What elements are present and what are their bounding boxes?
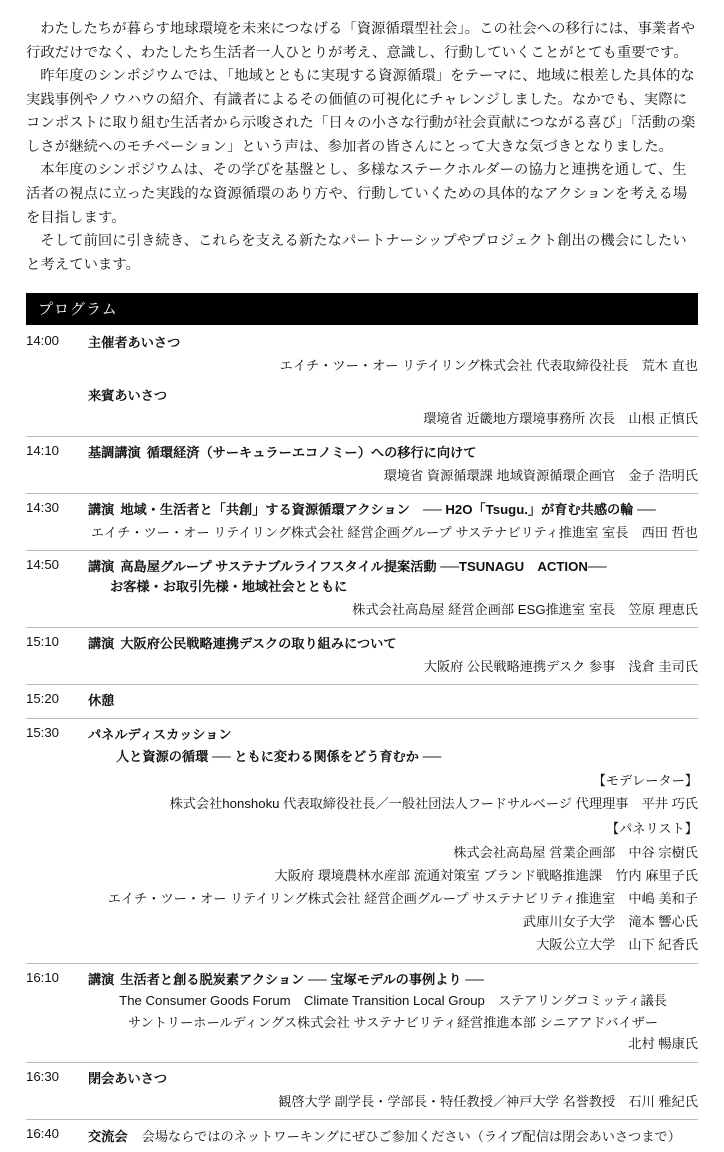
moderator-name: 株式会社honshoku 代表取締役社長／一般社団法人フードサルベージ 代理理事 平井 巧氏 xyxy=(169,796,698,812)
row-affiliation: エイチ・ツー・オー リテイリング株式会社 経営企画グループ サステナビリティ推進室 室長 西田 哲也 xyxy=(90,524,698,540)
row-title-text: 循環経済（サーキュラーエコノミー）への移行に向けて xyxy=(146,445,477,461)
panelist-item: エイチ・ツー・オー リテイリング株式会社 経営企画グループ サステナビリティ推進室 中嶋 美和子 xyxy=(107,890,698,906)
program-schedule-table xyxy=(26,327,698,1152)
row-title xyxy=(88,634,698,654)
row-affiliation: 環境省 資源循環課 地域資源循環企画官 金子 浩明氏 xyxy=(383,468,698,483)
table-row xyxy=(26,685,698,719)
row-time: 16:40 xyxy=(26,1120,88,1152)
row-title xyxy=(88,443,698,463)
row-time: 14:30 xyxy=(26,494,88,551)
table-row xyxy=(26,437,698,494)
row-note: 会場ならではのネットワーキングにぜひご参加ください（ライブ配信は閉会あいさつまで） xyxy=(141,1129,681,1145)
row-affiliation-secondary: 環境省 近畿地方環境事務所 次長 山根 正慎氏 xyxy=(423,411,698,427)
intro-paragraph-2: 昨年度のシンポジウムでは、「地域とともに実現する資源循環」をテーマに、地域に根差した具体的な実践事例やノウハウの紹介、有識者によるその価値の可視化にチャレンジしました。なかでも、実際にコンポストに取り組む生活者から示唆された「日々の小さな行動が社会貢献につながる喜び」「活動の楽しさが継続へのモチベーション」という声は、参加者の皆さんにとって大きな気づきとなりました。 xyxy=(26,68,696,155)
table-row xyxy=(26,494,698,551)
row-subtitle: お客様・お取引先様・地域社会とともに xyxy=(110,578,348,594)
row-subtitle: 人と資源の循環 ── ともに変わる関係をどう育むか ── xyxy=(116,748,442,764)
row-affiliation: The Consumer Goods Forum Climate Transition Local Group ステアリングコミッティ議長 xyxy=(119,992,667,1008)
row-affiliation: 株式会社高島屋 経営企画部 ESG推進室 室長 笠原 理恵氏 xyxy=(352,602,698,618)
table-row xyxy=(26,551,698,628)
row-body xyxy=(88,437,698,494)
table-row xyxy=(26,327,698,436)
row-body xyxy=(88,551,698,628)
row-title: 休憩 xyxy=(88,693,115,709)
row-body xyxy=(88,494,698,551)
row-title: パネルディスカッション xyxy=(88,727,232,743)
row-title xyxy=(88,970,698,990)
row-title xyxy=(88,500,698,520)
panelist-item: 大阪府 環境農林水産部 流通対策室 ブランド戦略推進課 竹内 麻里子氏 xyxy=(274,867,698,883)
row-title-text: 地域・生活者と「共創」する資源循環アクション ── H2O「Tsugu.」が育む共感の輪 ── xyxy=(120,502,656,518)
row-kind: 講演 xyxy=(88,972,115,988)
row-title: 主催者あいさつ xyxy=(88,335,181,351)
row-time: 14:00 xyxy=(26,333,60,349)
row-title-text: 高島屋グループ サステナブルライフスタイル提案活動 ──TSUNAGU ACTION── xyxy=(120,559,607,575)
row-kind: 基調講演 xyxy=(88,445,141,461)
row-affiliation: 大阪府 公民戦略連携デスク 参事 浅倉 圭司氏 xyxy=(423,659,698,675)
intro-paragraph-4: そして前回に引き続き、これらを支える新たなパートナーシップやプロジェクト創出の機会にしたいと考えています。 xyxy=(26,233,687,273)
panelist-label: 【パネリスト】 xyxy=(605,820,698,836)
panelist-item: 武庫川女子大学 滝本 響心氏 xyxy=(522,913,698,929)
row-title-secondary: 来賓あいさつ xyxy=(88,388,168,404)
intro-section xyxy=(26,18,698,277)
row-body xyxy=(88,1063,698,1120)
panelist-item: 株式会社高島屋 営業企画部 中谷 宗樹氏 xyxy=(453,844,698,860)
row-kind: 講演 xyxy=(88,636,115,652)
row-time: 15:30 xyxy=(26,719,88,964)
row-speaker-name: 北村 暢康氏 xyxy=(628,1036,698,1052)
table-row xyxy=(26,628,698,685)
row-body xyxy=(88,964,698,1063)
row-time: 14:50 xyxy=(26,551,88,628)
intro-paragraph-1: わたしたちが暮らす地球環境を未来につなげる「資源循環型社会」。この社会への移行には、事業者や行政だけでなく、わたしたち生活者一人ひとりが考え、意識し、行動していくことがとても重要です。 xyxy=(26,21,696,61)
row-time: 15:20 xyxy=(26,685,88,719)
row-title-text: 生活者と創る脱炭素アクション ── 宝塚モデルの事例より ── xyxy=(120,972,484,988)
row-body xyxy=(88,1120,698,1152)
table-row xyxy=(26,1063,698,1120)
row-body xyxy=(88,719,698,964)
row-kind: 講演 xyxy=(88,559,115,575)
row-body xyxy=(88,327,698,436)
intro-paragraph-3: 本年度のシンポジウムは、その学びを基盤とし、多様なステークホルダーの協力と連携を通して、生活者の視点に立った実践的な資源循環のあり方や、行動していくための具体的なアクションを考える場を目指します。 xyxy=(26,162,688,226)
row-title xyxy=(88,1126,698,1145)
row-title-text: 大阪府公民戦略連携デスクの取り組みについて xyxy=(120,636,397,652)
moderator-label: 【モデレーター】 xyxy=(592,773,698,789)
row-title xyxy=(88,557,698,577)
row-lead-label: 交流会 xyxy=(88,1129,128,1145)
table-row xyxy=(26,964,698,1063)
row-body xyxy=(88,628,698,685)
table-row xyxy=(26,1120,698,1152)
table-row xyxy=(26,719,698,964)
row-affiliation: エイチ・ツー・オー リテイリング株式会社 代表取締役社長 荒木 直也 xyxy=(279,358,698,374)
program-header-bar: プログラム xyxy=(26,293,698,325)
row-kind: 講演 xyxy=(88,502,115,518)
row-time: 16:30 xyxy=(26,1063,88,1120)
row-body xyxy=(88,685,698,719)
row-affiliation: サントリーホールディングス株式会社 サステナビリティ経営推進本部 シニアアドバイザー xyxy=(127,1014,659,1030)
row-title: 閉会あいさつ xyxy=(88,1071,168,1087)
row-time: 16:10 xyxy=(26,964,88,1063)
row-affiliation: 観啓大学 副学長・学部長・特任教授／神戸大学 名誉教授 石川 雅紀氏 xyxy=(278,1094,698,1110)
panelist-item: 大阪公立大学 山下 紀香氏 xyxy=(536,937,698,952)
row-time: 14:10 xyxy=(26,437,88,494)
row-time: 15:10 xyxy=(26,628,88,685)
